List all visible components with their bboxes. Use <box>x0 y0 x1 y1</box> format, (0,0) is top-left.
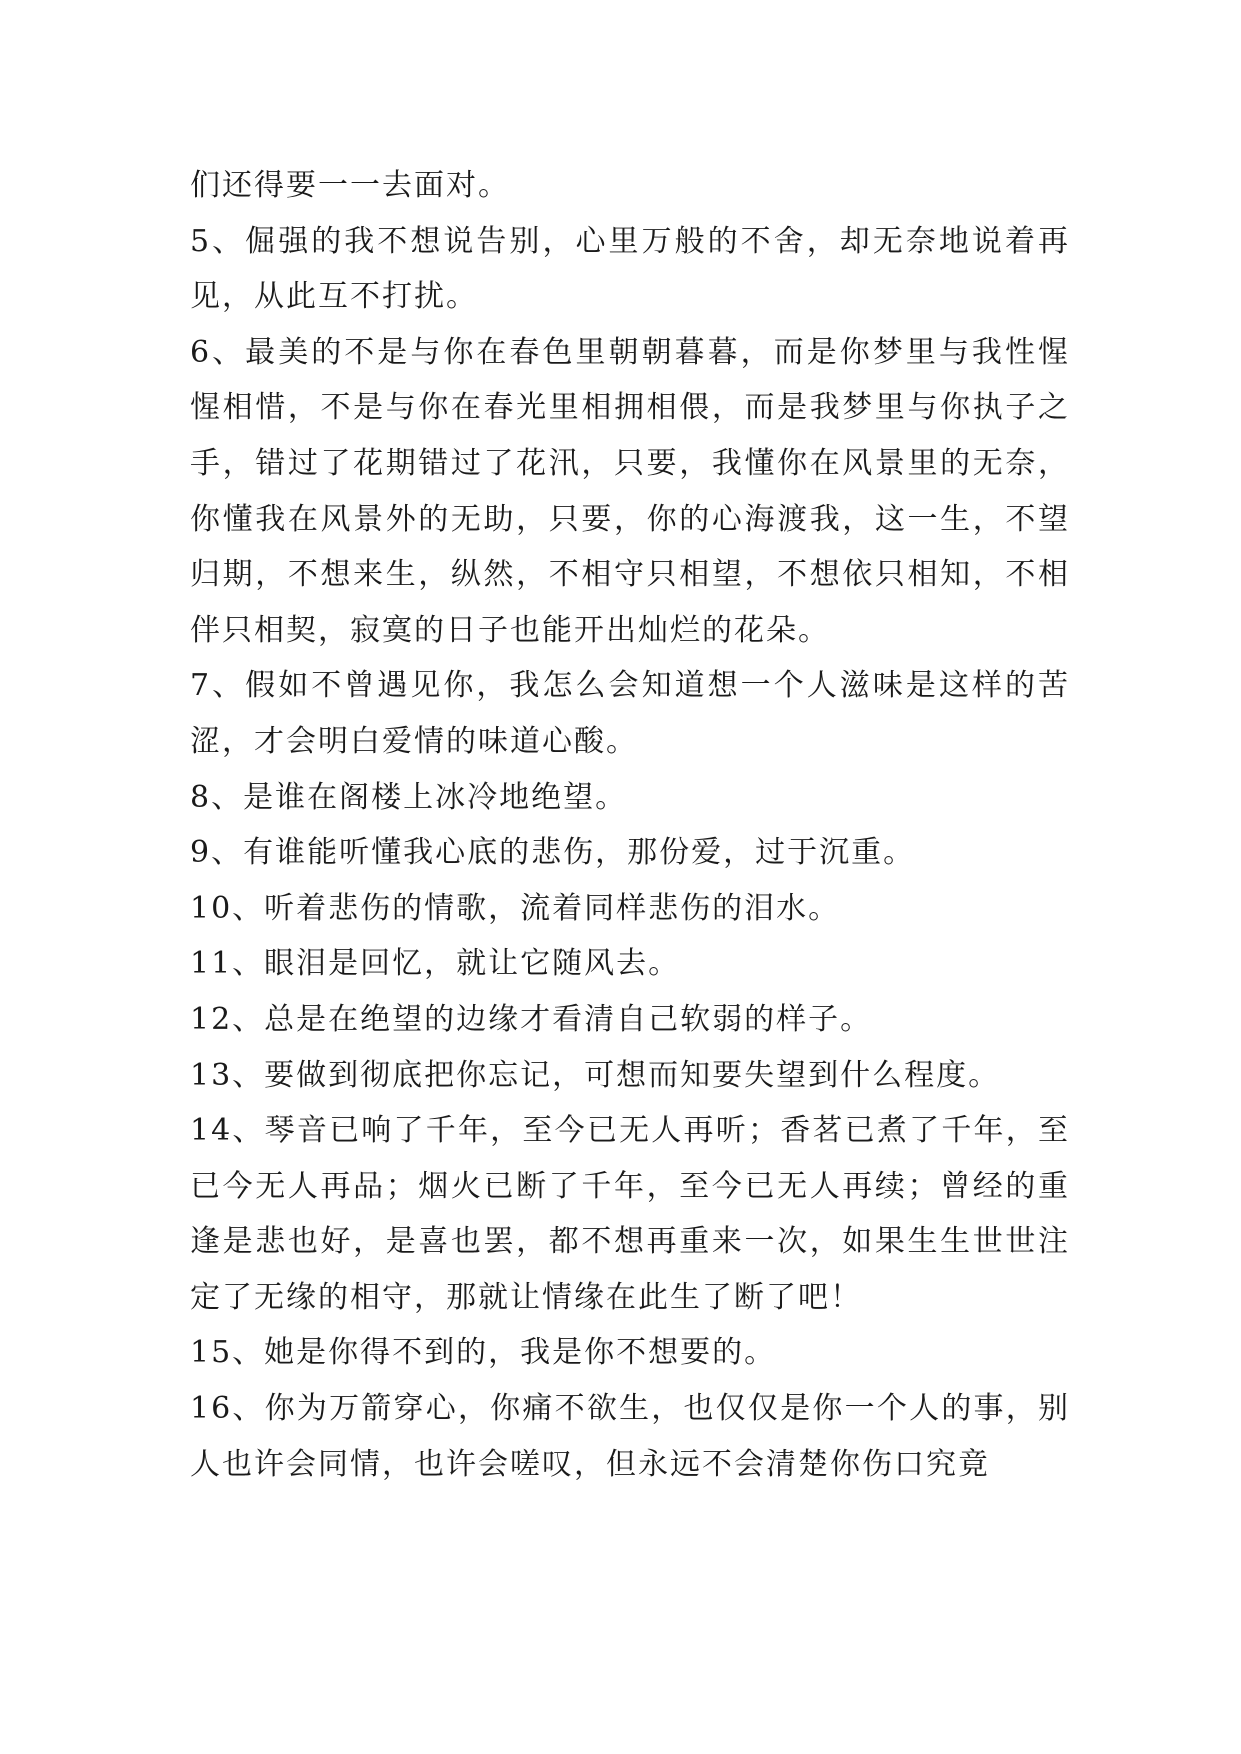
paragraph-item-11: 11、眼泪是回忆，就让它随风去。 <box>190 946 681 982</box>
paragraph-item-10: 10、听着悲伤的情歌，流着同样悲伤的泪水。 <box>190 890 841 926</box>
paragraph-item-12: 12、总是在绝望的边缘才看清自己软弱的样子。 <box>190 1001 873 1037</box>
paragraph-item-14: 14、琴音已响了千年，至今已无人再听；香茗已煮了千年，至已今无人再品；烟火已断了千年，至今已无人再续；曾经的重逢是悲也好，是喜也罢，都不想再重来一次，如果生生世世注定了无缘的相守，那就让情缘在此生了断了吧！ <box>190 1113 1070 1315</box>
paragraph-item-9: 9、有谁能听懂我心底的悲伤，那份爱，过于沉重。 <box>190 835 916 871</box>
paragraph-item-7: 7、假如不曾遇见你，我怎么会知道想一个人滋味是这样的苦涩，才会明白爱情的味道心酸。 <box>190 668 1070 759</box>
paragraph-item-16: 16、你为万箭穿心，你痛不欲生，也仅仅是你一个人的事，别人也许会同情，也许会嗟叹，但永远不会清楚你伤口究竟 <box>190 1391 1070 1482</box>
paragraph-item-6: 6、最美的不是与你在春色里朝朝暮暮，而是你梦里与我性惺惺相惜，不是与你在春光里相拥相偎，而是我梦里与你执子之手，错过了花期错过了花汛，只要，我懂你在风景里的无奈，你懂我在风景外的无助，只要，你的心海渡我，这一生，不望归期，不想来生，纵然，不相守只相望，不想依只相知，不相伴只相契，寂寞的日子也能开出灿烂的花朵。 <box>190 334 1070 648</box>
paragraph-item-8: 8、是谁在阁楼上冰冷地绝望。 <box>190 779 628 815</box>
paragraph-continuation: 们还得要一一去面对。 <box>190 168 510 203</box>
paragraph-item-15: 15、她是你得不到的，我是你不想要的。 <box>190 1335 777 1371</box>
document-body <box>190 158 1070 1492</box>
paragraph-item-13: 13、要做到彻底把你忘记，可想而知要失望到什么程度。 <box>190 1057 1001 1093</box>
paragraph-item-5: 5、倔强的我不想说告别，心里万般的不舍，却无奈地说着再见，从此互不打扰。 <box>190 223 1070 315</box>
